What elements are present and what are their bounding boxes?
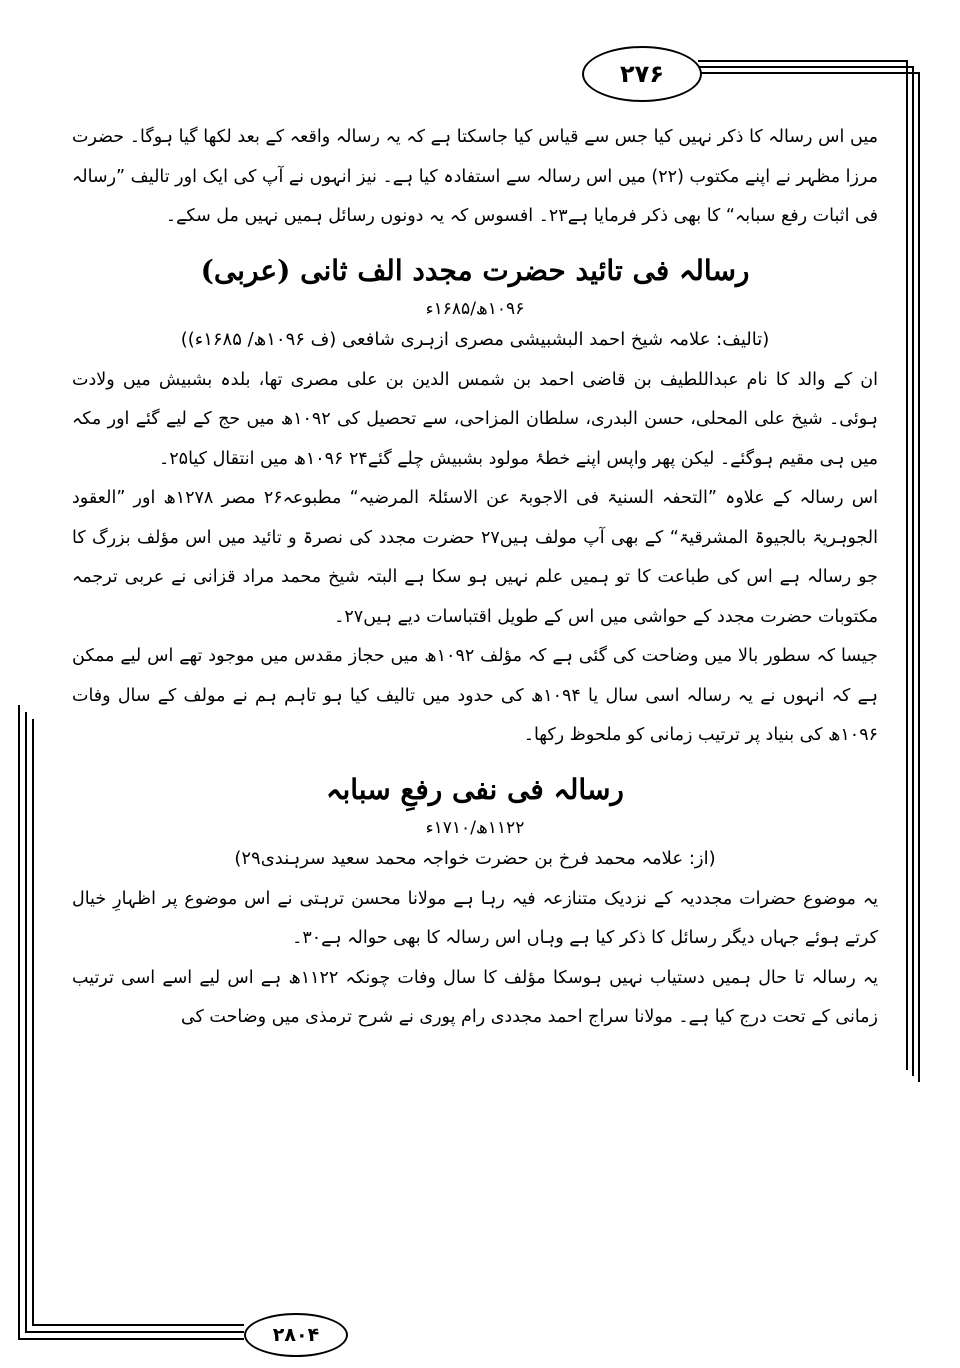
frame-bottom-line-1: [18, 1338, 244, 1340]
frame-right-line-3: [918, 72, 920, 1082]
frame-bottom-line-3: [32, 1324, 244, 1326]
section2-paragraph-1: یہ موضوع حضرات مجددیہ کے نزدیک متنازعہ فیہ رہا ہے مولانا محسن ترہتی نے اس موضوع پر اظہارِ خیال کرتے ہوئے جہاں دیگر رسائل کا ذکر کیا ہے وہاں اس رسالہ کا بھی حوالہ ہے۳۰۔: [72, 888, 878, 948]
section1-paragraph-3: جیسا کہ سطور بالا میں وضاحت کی گئی ہے کہ مؤلف ۱۰۹۲ھ میں حجاز مقدس میں موجود تھے اس لیے ممکن ہے کہ انہوں نے یہ رسالہ اسی سال یا ۱۰۹۴ھ کی حدود میں تالیف کیا ہو تاہم ہم نے مولف کے سال وفات ۱۰۹۶ھ کی بنیاد پر ترتیب زمانی کو ملحوظ رکھا۔: [72, 646, 879, 745]
section1-author: (تالیف: علامہ شیخ احمد البشبیشی مصری ازہری شافعی (ف ۱۰۹۶ھ/ ۱۶۸۵ء)): [180, 328, 770, 350]
page-number-top: ۲۷۶: [582, 46, 702, 102]
intro-paragraph: میں اس رسالہ کا ذکر نہیں کیا جس سے قیاس کیا جاسکتا ہے کہ یہ رسالہ واقعہ کے بعد لکھا گیا ہوگا۔ حضرت مرزا مظہر نے اپنے مکتوب (۲۲) میں اس رسالہ سے استفادہ کیا ہے۔ نیز انہوں نے آپ کی ایک اور تالیف ”رسالہ فی اثبات رفع سبابہ“ کا بھی ذکر فرمایا ہے۲۳۔ افسوس کہ یہ دونوں رسائل ہمیں نہیں مل سکے۔: [72, 127, 878, 226]
section1-title: رسالہ فی تائید حضرت مجدد الف ثانی (عربی): [200, 253, 750, 287]
frame-right-line-2: [912, 66, 914, 1076]
section1-paragraph-1: ان کے والد کا نام عبداللطیف بن قاضی احمد بن شمس الدین بن علی مصری تھا، بلدہ بشبیش میں ولادت ہوئی۔ شیخ علی المحلی، حسن البدری، سلطان المزاحی، سے تحصیل کی ۱۰۹۲ھ میں حج کے لیے گئے اور مکہ میں ہی مقیم ہوگئے۔ لیکن پھر واپس اپنے خطۂ مولود بشبیش چلے گئے۲۴ ۱۰۹۶ھ میں انتقال کیا۲۵۔: [72, 369, 878, 469]
frame-top-line-3: [698, 72, 918, 74]
section2-author: (از: علامہ محمد فرخ بن حضرت خواجہ محمد سعید سرہندی۲۹): [234, 847, 716, 869]
frame-left-line-2: [25, 712, 27, 1331]
frame-left-line-1: [18, 705, 20, 1338]
main-content: [72, 118, 878, 1038]
section1-date: ۱۰۹۶ھ/۱۶۸۵ء: [425, 298, 525, 319]
frame-top-line-1: [698, 60, 906, 62]
frame-left-line-3: [32, 719, 34, 1324]
frame-right-line-1: [906, 60, 908, 1070]
page-number-bottom: ۲۸۰۴: [244, 1313, 348, 1357]
section1-paragraph-2: اس رسالہ کے علاوہ ”التحفہ السنیۃ فی الاجوبۃ عن الاسئلۃ المرضیہ“ مطبوعہ۲۶ مصر ۱۲۷۸ھ اور ”العقود الجوہریۃ بالجیوۃ المشرقیۃ“ کے بھی آپ مولف ہیں۲۷ حضرت مجدد کی نصرۃ و تائید میں اس مؤلف بزرگ کا جو رسالہ ہے اس کی طباعت کا تو ہمیں علم نہیں ہو سکا ہے البتہ شیخ محمد مراد قزانی نے عربی ترجمہ مکتوبات حضرت مجدد کے حواشی میں اس کے طویل اقتباسات دیے ہیں۲۷۔: [72, 488, 878, 627]
section2-paragraph-2: یہ رسالہ تا حال ہمیں دستیاب نہیں ہوسکا مؤلف کا سال وفات چونکہ ۱۱۲۲ھ ہے اس لیے اسے اسی ترتیب زمانی کے تحت درج کیا ہے۔ مولانا سراج احمد مجددی رام پوری نے شرح ترمذی میں وضاحت کی: [72, 967, 878, 1027]
section2-title: رسالہ فی نفی رفعِ سبابہ: [326, 772, 624, 806]
section2-date: ۱۱۲۲ھ/۱۷۱۰ء: [425, 817, 525, 838]
frame-top-line-2: [698, 66, 912, 68]
frame-bottom-line-2: [25, 1331, 244, 1333]
